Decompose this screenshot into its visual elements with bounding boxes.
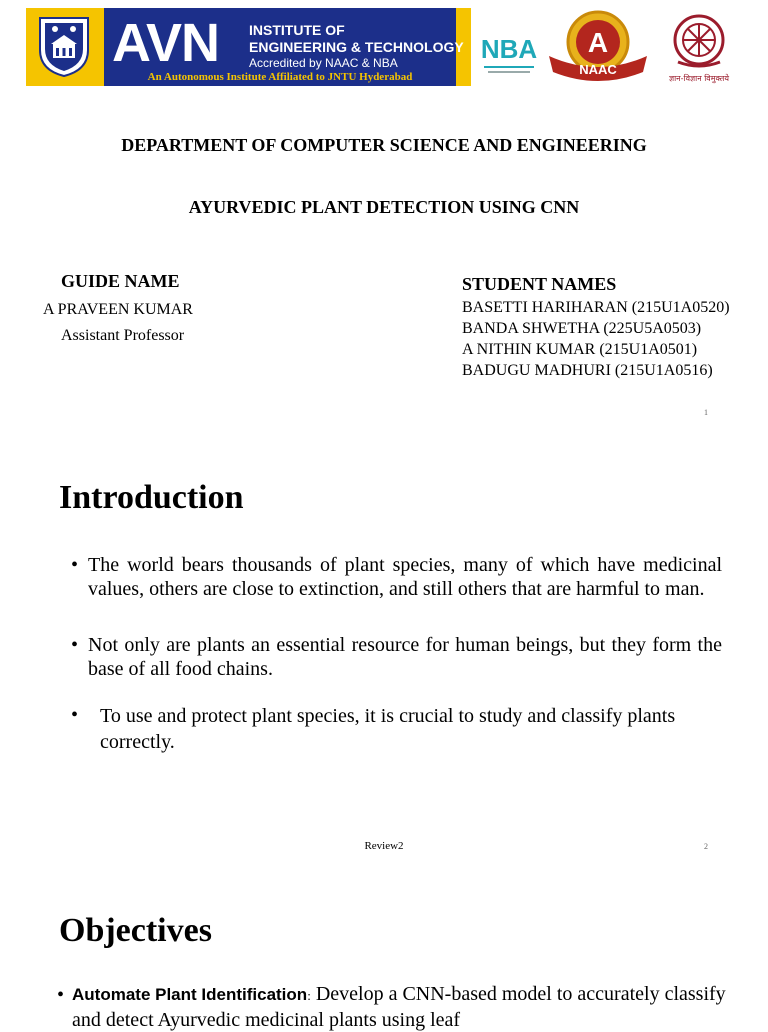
nba-logo-icon (478, 20, 540, 82)
affiliation-text: An Autonomous Institute Affiliated to JNTU Hyderabad (147, 71, 413, 83)
brand-logo-text: AVN (112, 13, 220, 73)
naac-grade-a-logo-icon (545, 8, 651, 86)
student-name: A NITHIN KUMAR (215U1A0501) (462, 341, 698, 358)
intro-bullet-text: Not only are plants an essential resource for human beings, but they form the base of all food chains. (88, 634, 722, 680)
objective-bullet (72, 982, 732, 1032)
project-title: AYURVEDIC PLANT DETECTION USING CNN (188, 197, 580, 217)
bullet-icon: • (71, 704, 79, 726)
objective-colon: : (307, 988, 311, 1003)
introduction-heading: Introduction (59, 479, 244, 516)
bullet-icon: • (71, 634, 79, 656)
students-heading: STUDENT NAMES (462, 274, 617, 294)
objectives-heading: Objectives (59, 912, 212, 949)
student-name: BANDA SHWETHA (225U5A0503) (462, 320, 702, 337)
student-name: BADUGU MADHURI (215U1A0516) (462, 362, 713, 379)
guide-role: Assistant Professor (61, 327, 185, 344)
student-name: BASETTI HARIHARAN (215U1A0520) (462, 299, 730, 316)
svg-text:NAAC: NAAC (579, 62, 617, 77)
svg-text:A: A (587, 27, 609, 58)
intro-bullet-text: The world bears thousands of plant species, many of which have medicinal values, others are close to extinction, and still others that are harmful to man. (88, 554, 722, 600)
objective-title: Automate Plant Identification (72, 985, 308, 1004)
guide-heading: GUIDE NAME (61, 271, 180, 291)
ugc-emblem-icon (664, 10, 734, 86)
accreditation-text: Accredited by NAAC & NBA (249, 56, 398, 70)
objective-text: Develop a CNN-based model to accurately classify and detect Ayurvedic medicinal plants using leaf (72, 983, 726, 1031)
page-number: 1 (704, 408, 708, 417)
page-number: 2 (704, 842, 708, 851)
department-heading: DEPARTMENT OF COMPUTER SCIENCE AND ENGINEERING (121, 135, 647, 155)
intro-bullet-text: To use and protect plant species, it is crucial to study and classify plants correctly. (100, 705, 676, 753)
institute-name-line1: INSTITUTE OF (249, 22, 345, 38)
svg-text:ज्ञान-विज्ञान विमुक्तये: ज्ञान-विज्ञान विमुक्तये (668, 74, 730, 83)
svg-text:NBA: NBA (480, 34, 538, 64)
slide-footer: Review2 (364, 840, 404, 852)
bullet-icon: • (71, 554, 79, 576)
guide-name: A PRAVEEN KUMAR (43, 301, 193, 318)
bullet-icon: • (57, 984, 65, 1006)
college-crest-icon (36, 14, 92, 78)
institute-name-line2: ENGINEERING & TECHNOLOGY (249, 39, 464, 55)
